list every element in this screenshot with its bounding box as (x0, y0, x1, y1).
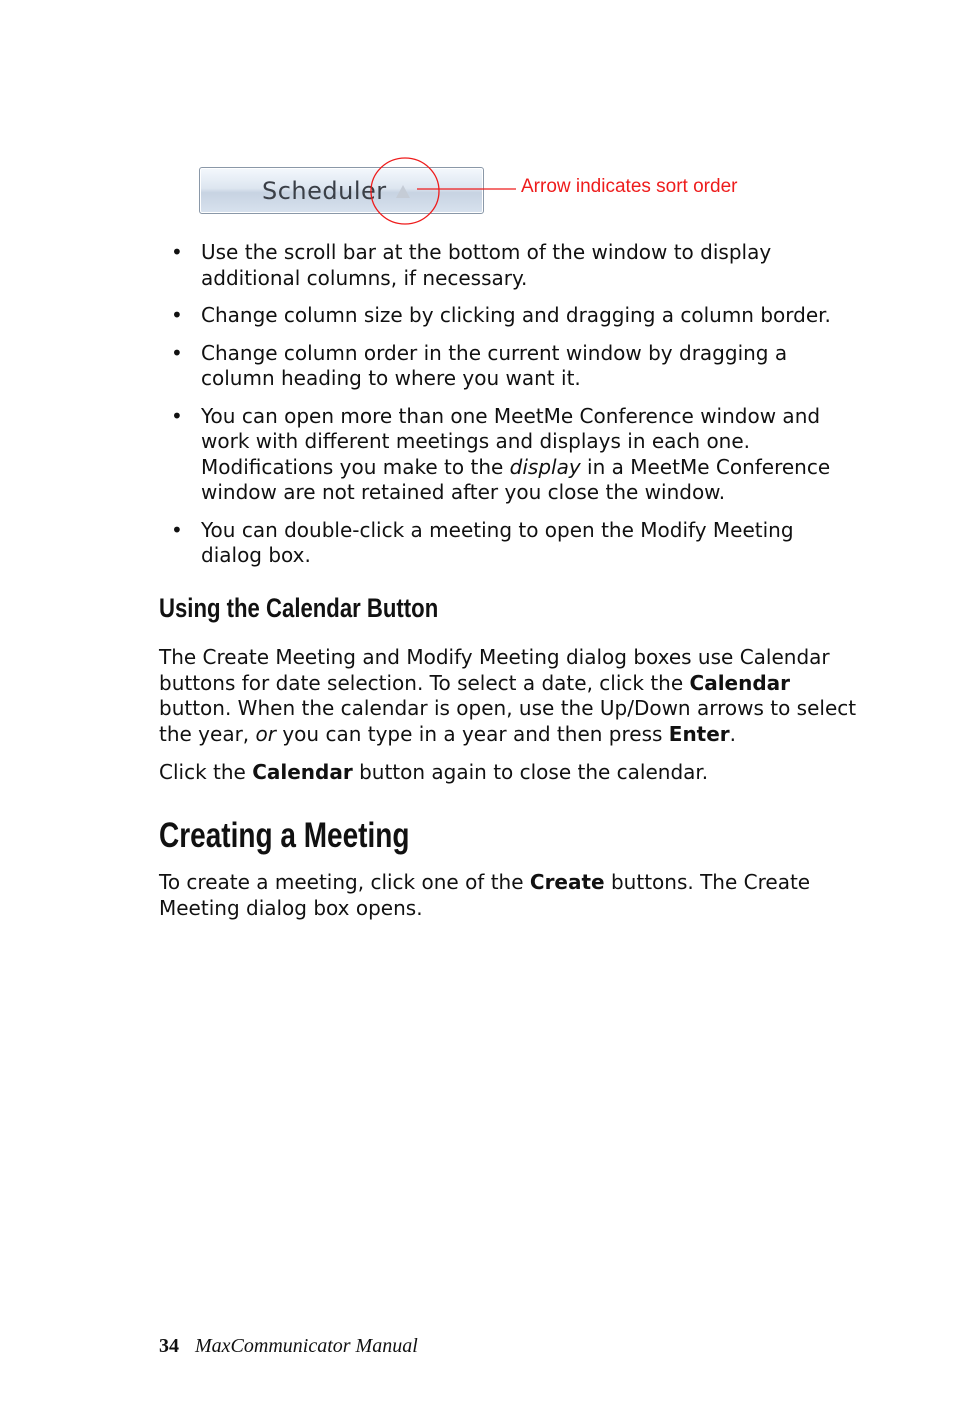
page-footer (159, 1335, 418, 1358)
list-item (160, 303, 860, 329)
scheduler-label: Scheduler (262, 177, 387, 205)
text-run: buttons. The Create Meeting dialog box opens. (159, 870, 811, 920)
text-run: . (729, 721, 737, 746)
callout-graphic (0, 0, 954, 240)
list-item-text: You can double-click a meeting to open the Modify Meeting dialog box. (201, 517, 794, 567)
calendar-section-heading: Using the Calendar Button (159, 593, 439, 623)
emphasis: display (509, 454, 581, 479)
bullet-marker: • (171, 303, 183, 327)
bullet-marker: • (171, 403, 183, 428)
bold-term: Create (529, 870, 605, 894)
meeting-section-heading: Creating a Meeting (159, 816, 410, 855)
text-run: in a MeetMe Conference window are not retained after you close the window. (201, 454, 831, 504)
calendar-paragraph-2 (159, 760, 859, 786)
callout-circle (371, 158, 439, 224)
list-item-text: Use the scroll bar at the bottom of the window to display additional columns, if necessary. (201, 240, 772, 290)
list-item-text: Change column order in the current window by dragging a column heading to where you want it. (201, 340, 788, 390)
text-run: The Create Meeting and Modify Meeting dialog boxes use Calendar buttons for date selection. To select a date, click the (159, 645, 830, 695)
text-run: Click the (159, 760, 253, 784)
bullet-marker: • (171, 340, 183, 365)
bold-term: Calendar (252, 760, 353, 784)
manual-title: MaxCommunicator Manual (195, 1335, 418, 1357)
text-run: you can type in a year and then press (275, 721, 669, 746)
list-item (160, 404, 860, 506)
list-item-text: Change column size by clicking and dragging a column border. (201, 303, 831, 327)
list-item (160, 240, 860, 291)
text-run: To create a meeting, click one of the (159, 870, 530, 894)
scheduler-figure (0, 0, 954, 240)
calendar-paragraph-1 (159, 645, 859, 747)
meeting-paragraph (159, 870, 859, 921)
bullet-marker: • (171, 517, 183, 542)
tips-list (160, 240, 860, 581)
emphasis: or (255, 721, 276, 746)
bullet-marker: • (171, 240, 183, 264)
list-item-text (201, 404, 830, 505)
text-run: button. When the calendar is open, use the Up/Down arrows to select the year, (159, 696, 857, 746)
bold-term: Calendar (689, 670, 791, 695)
list-item (160, 518, 860, 569)
page-number: 34 (159, 1335, 179, 1357)
callout-text: Arrow indicates sort order (521, 176, 738, 197)
bold-term: Enter (668, 721, 730, 746)
list-item (160, 341, 860, 392)
text-run: button again to close the calendar. (352, 760, 709, 784)
text-run: You can open more than one MeetMe Conference window and work with different meetings and displays in each one. Modifications you make to the (201, 403, 821, 479)
